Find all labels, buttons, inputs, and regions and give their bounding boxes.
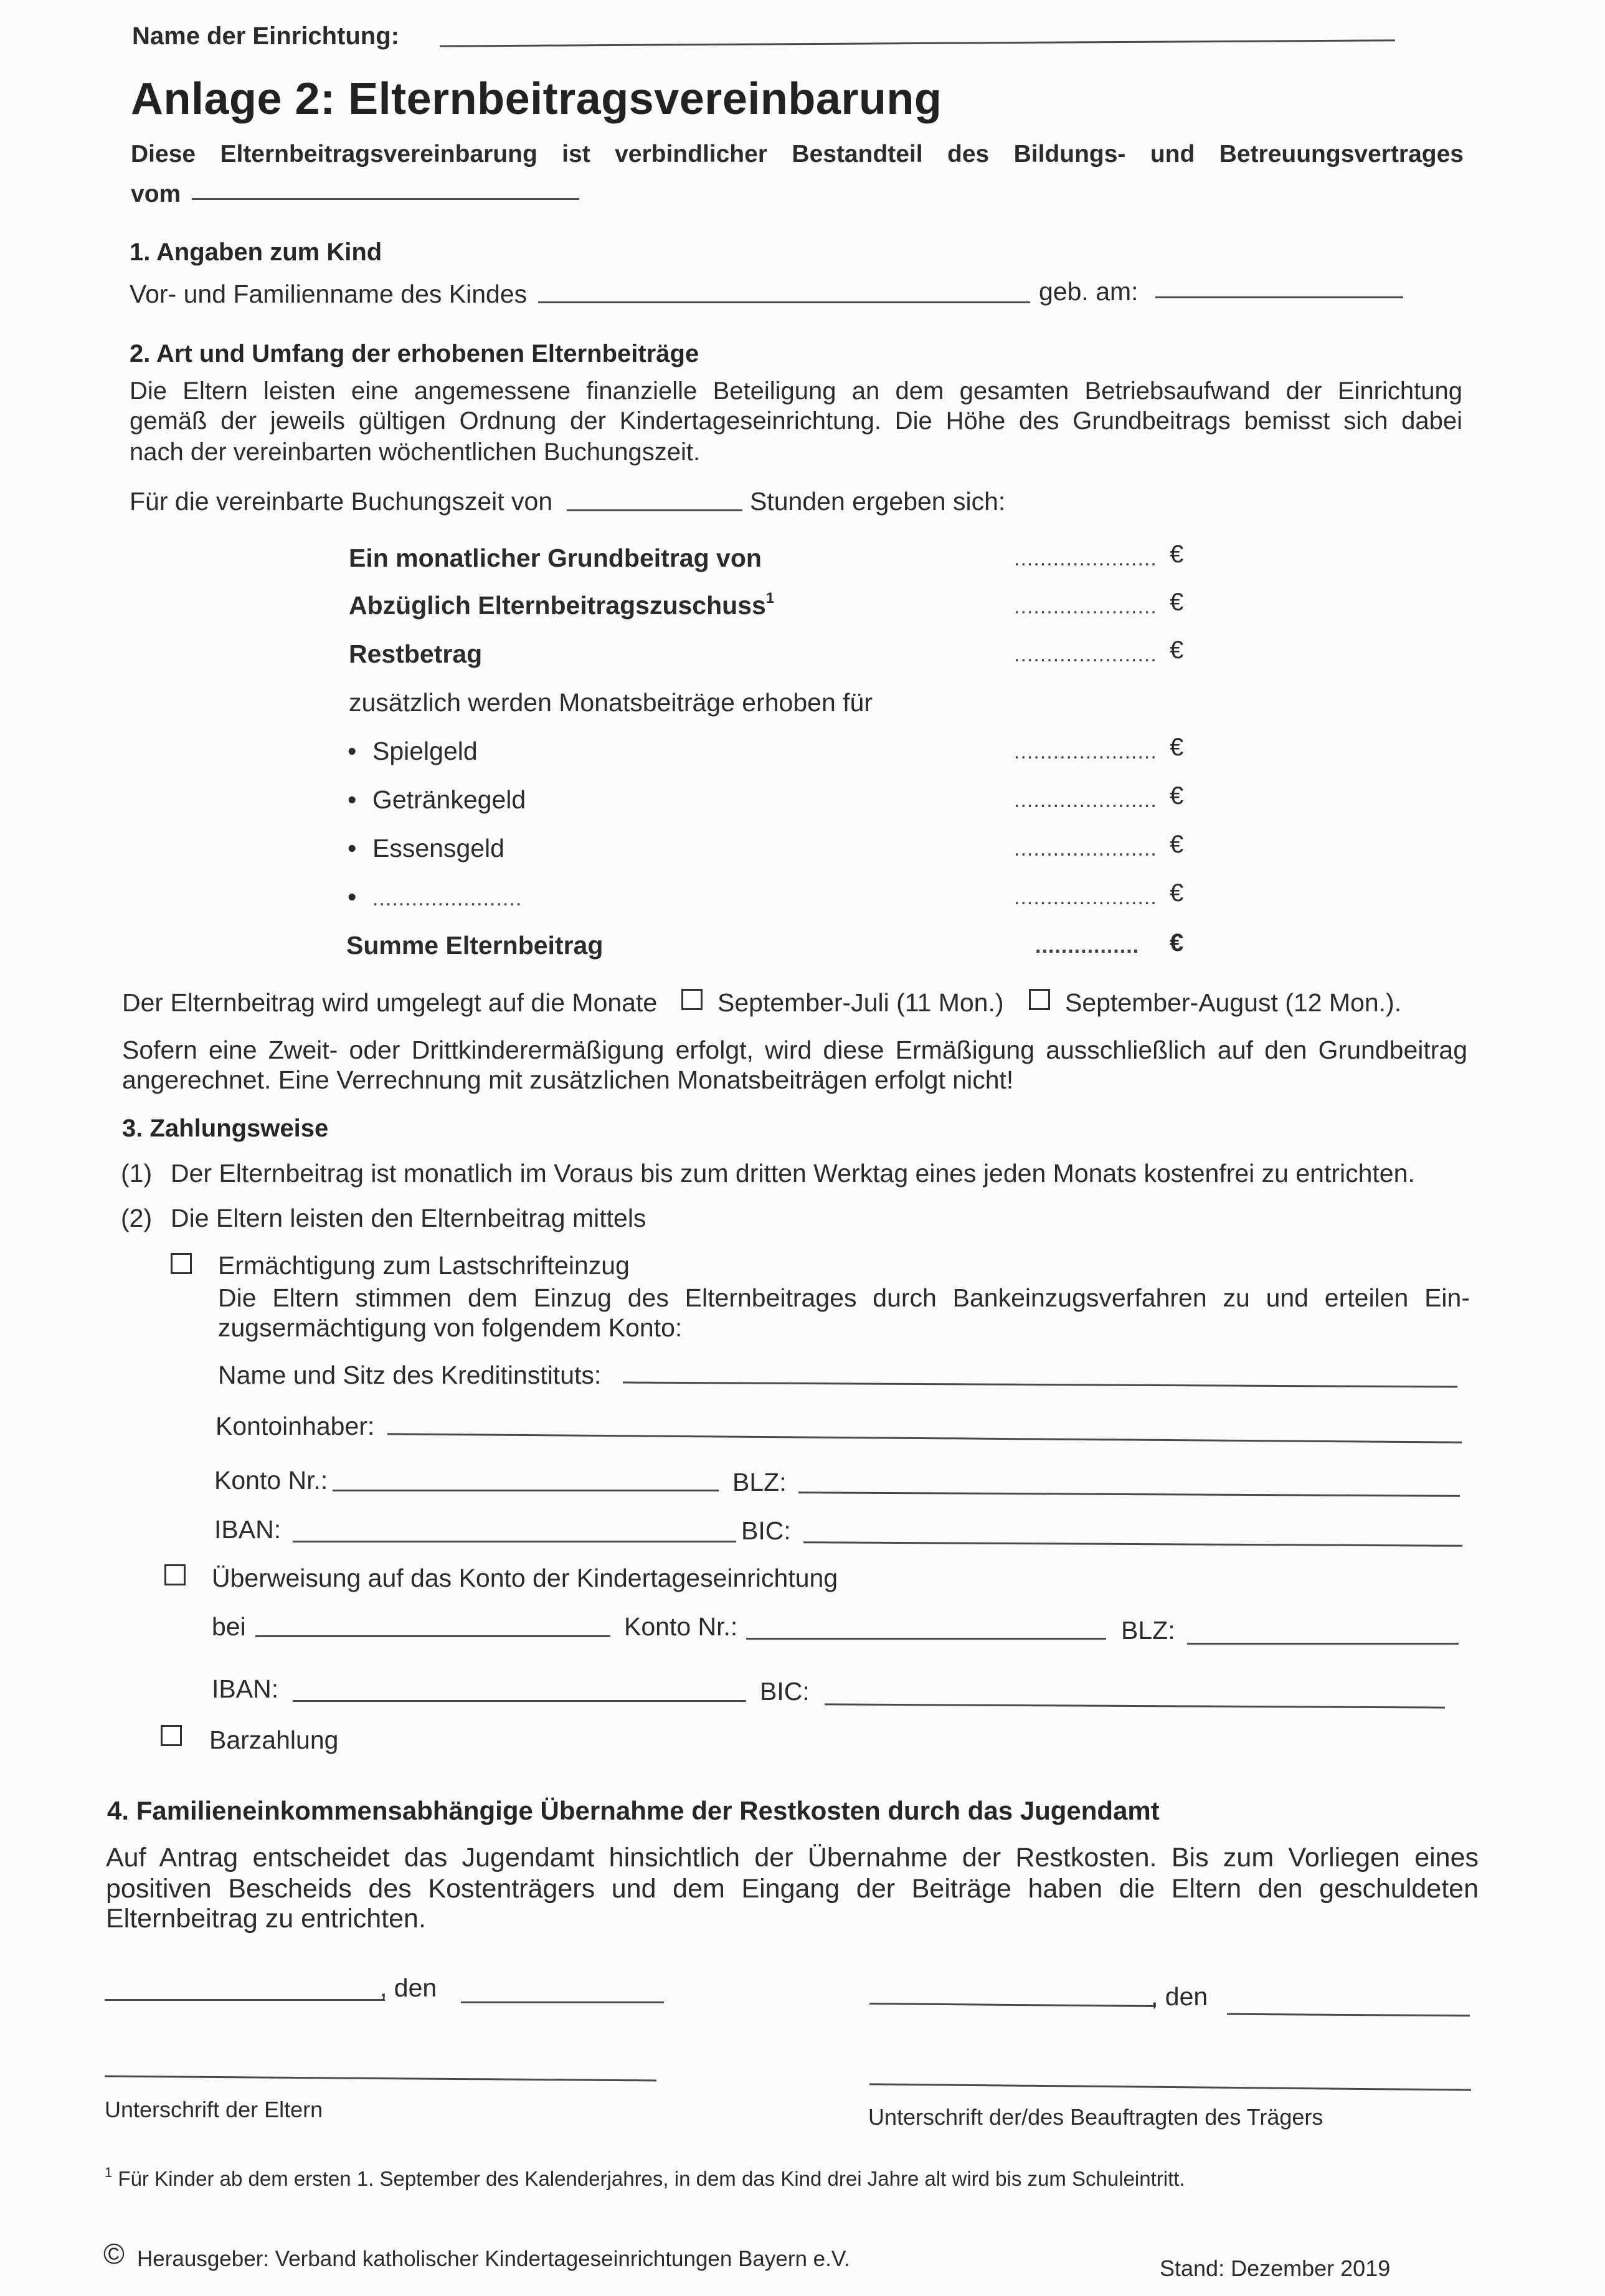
fee-amount-field[interactable]: ...................... [1014,643,1157,666]
euro-icon: € [1170,782,1184,810]
konto2-label: Konto Nr.: [624,1612,738,1641]
additional-fees-intro: zusätzlich werden Monatsbeiträge erhoben für [349,688,873,717]
fee-amount-field[interactable]: ...................... [1014,740,1157,763]
parents-signature-field[interactable] [105,2076,656,2082]
bei-label: bei [212,1612,246,1641]
bullet-icon: • [348,882,357,911]
discount-line: Sofern eine Zweit- oder Drittkinderermäßigung erfolgt, wird diese Ermäßigung ausschließlich auf den Grundbeitrag [122,1036,1467,1064]
iban-label: IBAN: [214,1515,282,1544]
section2-paragraph-line: gemäß der jeweils gültigen Ordnung der Kindertageseinrichtung. Die Höhe des Grundbeitrags bemisst sich dabei [130,407,1462,435]
months-11-label: September-Juli (11 Mon.) [717,988,1004,1017]
fee-label-getraenkegeld: Getränkegeld [372,785,526,814]
footnote [105,2167,1185,2191]
blz2-field[interactable] [1187,1643,1459,1645]
euro-icon: € [1170,588,1184,616]
lastschrift-checkbox[interactable] [171,1253,192,1274]
item1-number: (1) [121,1159,153,1188]
euro-icon: € [1170,831,1184,858]
stand-date: Stand: Dezember 2019 [1160,2256,1391,2281]
fee-amount-field[interactable]: ...................... [1014,547,1157,570]
birth-date-field[interactable] [1155,296,1403,298]
section3-heading: 3. Zahlungsweise [122,1115,329,1142]
fee-custom-label-field[interactable]: ....................... [372,887,523,910]
barzahlung-label: Barzahlung [209,1726,339,1754]
barzahlung-checkbox[interactable] [161,1725,182,1746]
item1-text: Der Elternbeitrag ist monatlich im Voraus bis zum dritten Werktag eines jeden Monats kostenfrei zu entrichten. [171,1159,1415,1188]
carrier-signature-field[interactable] [869,2083,1471,2090]
section2-paragraph-line: nach der vereinbarten wöchentlichen Buchungszeit. [130,438,701,466]
section4-paragraph-line: Auf Antrag entscheidet das Jugendamt hinsichtlich der Übernahme der Restkosten. Bis zum Vorliegen eines [106,1843,1479,1873]
fee-total-field[interactable]: ................ [1035,934,1140,958]
place-field[interactable] [105,1999,385,2001]
bic2-field[interactable] [825,1703,1445,1708]
date-field[interactable] [1227,2013,1470,2017]
bullet-icon: • [348,785,357,814]
kontoinhaber-label: Kontoinhaber: [215,1412,375,1440]
euro-icon: € [1170,734,1184,761]
den-label: , den [380,1973,437,2002]
footnote-text: Für Kinder ab dem ersten 1. September des Kalenderjahres, in dem das Kind drei Jahre alt wird bis zum Schuleintritt. [118,2167,1185,2190]
kreditinstitut-label: Name und Sitz des Kreditinstituts: [218,1361,602,1389]
subtitle-vom: vom [131,181,181,207]
blz2-label: BLZ: [1121,1616,1175,1645]
booking-prefix: Für die vereinbarte Buchungszeit von [130,487,553,516]
fee-label-grundbeitrag: Ein monatlicher Grundbeitrag von [349,544,762,572]
months-12-label: September-August (12 Mon.). [1065,988,1402,1017]
section4-heading: 4. Familieneinkommensabhängige Übernahme der Restkosten durch das Jugendamt [107,1796,1160,1825]
carrier-signature-label: Unterschrift der/des Beauftragten des Trägers [868,2104,1323,2130]
page-title: Anlage 2: Elternbeitragsvereinbarung [131,74,942,124]
lastschrift-text: zugsermächtigung von folgendem Konto: [218,1313,683,1342]
kreditinstitut-field[interactable] [623,1381,1457,1387]
bullet-icon: • [348,737,357,765]
bei-field[interactable] [255,1635,610,1637]
place-field[interactable] [869,2003,1156,2007]
section4-paragraph-line: Elternbeitrag zu entrichten. [106,1904,426,1934]
institution-label: Name der Einrichtung: [132,22,399,50]
item2-number: (2) [121,1204,153,1232]
bic-field[interactable] [803,1541,1462,1547]
child-name-label: Vor- und Familienname des Kindes [130,280,528,308]
blz-field[interactable] [798,1491,1460,1497]
fee-label-zuschuss [349,590,775,620]
booking-suffix: Stunden ergeben sich: [750,487,1006,516]
contract-date-field[interactable] [192,198,579,200]
date-field[interactable] [461,2001,664,2003]
fee-label-essensgeld: Essensgeld [372,834,504,862]
footnote-marker: 1 [765,590,775,607]
iban-field[interactable] [293,1541,736,1542]
bullet-icon: • [348,834,357,862]
months-12-checkbox[interactable] [1029,989,1050,1010]
fee-amount-field[interactable]: ...................... [1014,837,1157,861]
item2-text: Die Eltern leisten den Elternbeitrag mittels [171,1204,646,1232]
footnote-marker: 1 [105,2165,113,2180]
konto-label: Konto Nr.: [214,1466,328,1495]
fee-label-restbetrag: Restbetrag [349,640,483,668]
euro-icon: € [1170,929,1184,957]
copyright-icon: © [103,2237,125,2270]
months-prefix: Der Elternbeitrag wird umgelegt auf die Monate [122,988,658,1017]
den-label: , den [1151,1982,1208,2011]
iban2-field[interactable] [293,1700,746,1702]
fee-amount-field[interactable]: ...................... [1014,595,1157,618]
subtitle: Diese Elternbeitragsvereinbarung ist verbindlicher Bestandteil des Bildungs- und Betreuungsvertrages [131,141,1464,168]
lastschrift-text: Die Eltern stimmen dem Einzug des Elternbeitrages durch Bankeinzugsverfahren zu und erteilen Ein- [218,1283,1470,1312]
kontoinhaber-field[interactable] [387,1433,1462,1443]
bic-label: BIC: [741,1516,791,1545]
birth-label: geb. am: [1039,277,1139,306]
section4-paragraph-line: positiven Bescheids des Kostenträgers und dem Eingang der Beiträge haben die Eltern den geschuldeten [106,1874,1479,1904]
booking-hours-field[interactable] [567,509,742,511]
months-11-checkbox[interactable] [681,989,703,1010]
section2-heading: 2. Art und Umfang der erhobenen Elternbeiträge [130,340,699,367]
fee-amount-field[interactable]: ...................... [1014,886,1157,909]
euro-icon: € [1170,879,1184,907]
fee-label-spielgeld: Spielgeld [372,737,478,765]
ueberweisung-checkbox[interactable] [164,1564,186,1585]
fee-amount-field[interactable]: ...................... [1014,788,1157,812]
konto2-field[interactable] [746,1638,1106,1640]
ueberweisung-label: Überweisung auf das Konto der Kindertageseinrichtung [212,1564,838,1592]
child-name-field[interactable] [538,301,1030,303]
fee-label-summe: Summe Elternbeitrag [346,931,604,960]
institution-field[interactable] [440,39,1395,47]
parents-signature-label: Unterschrift der Eltern [105,2097,323,2122]
lastschrift-label: Ermächtigung zum Lastschrifteinzug [218,1251,630,1280]
section2-paragraph-line: Die Eltern leisten eine angemessene finanzielle Beteiligung an dem gesamten Betriebsaufwand der Einrichtung [130,377,1462,405]
iban2-label: IBAN: [212,1675,279,1703]
konto-field[interactable] [333,1490,719,1491]
fee-label-zuschuss-text: Abzüglich Elternbeitragszuschuss [349,591,766,620]
euro-icon: € [1170,541,1184,568]
blz-label: BLZ: [732,1468,787,1496]
section1-heading: 1. Angaben zum Kind [130,239,382,266]
discount-line: angerechnet. Eine Verrechnung mit zusätzlichen Monatsbeiträgen erfolgt nicht! [122,1065,1014,1094]
publisher: Herausgeber: Verband katholischer Kindertageseinrichtungen Bayern e.V. [137,2247,850,2271]
bic2-label: BIC: [760,1677,810,1706]
euro-icon: € [1170,636,1184,664]
